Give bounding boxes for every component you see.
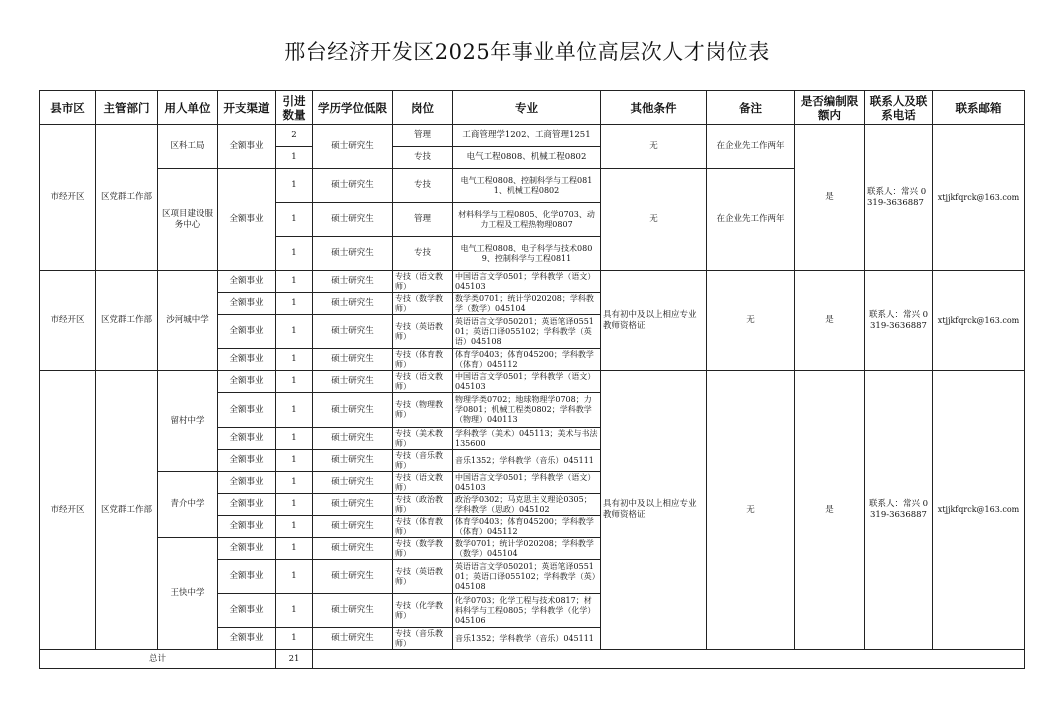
- col-header: 联系人及联系电话: [865, 91, 933, 125]
- post-cell: 专技: [393, 147, 453, 169]
- degree-cell: 硕士研究生: [313, 428, 393, 450]
- num-cell: 1: [276, 628, 313, 650]
- post-cell: 专技（美术教师）: [393, 428, 453, 450]
- major-cell: 中国语言文学0501；学科教学（语文）045103: [453, 371, 601, 393]
- header-row: [40, 91, 1025, 125]
- funding-cell: 全额事业: [218, 169, 276, 271]
- major-cell: 英语语言文学050201；英语笔译055101；英语口译055102；学科教学（英）045108: [453, 560, 601, 594]
- funding-cell: 全额事业: [218, 271, 276, 293]
- post-cell: 专技（体育教师）: [393, 349, 453, 371]
- num-cell: 1: [276, 169, 313, 203]
- num-cell: 2: [276, 125, 313, 147]
- dept-cell: 区党群工作部: [96, 371, 158, 650]
- num-cell: 1: [276, 237, 313, 271]
- post-cell: 专技（音乐教师）: [393, 450, 453, 472]
- post-cell: 专技（语文教师）: [393, 472, 453, 494]
- major-cell: 电气工程0808、机械工程0802: [453, 147, 601, 169]
- quota-cell: 是: [795, 125, 865, 271]
- funding-cell: 全额事业: [218, 293, 276, 315]
- unit-cell: 区项目建设服务中心: [158, 169, 218, 271]
- note-cell: 在企业先工作两年: [707, 169, 795, 271]
- degree-cell: 硕士研究生: [313, 315, 393, 349]
- degree-cell: 硕士研究生: [313, 203, 393, 237]
- post-cell: 专技（英语教师）: [393, 560, 453, 594]
- quota-cell: 是: [795, 371, 865, 650]
- county-cell: 市经开区: [40, 371, 96, 650]
- degree-cell: 硕士研究生: [313, 237, 393, 271]
- degree-cell: 硕士研究生: [313, 628, 393, 650]
- num-cell: 1: [276, 472, 313, 494]
- note-cell: 无: [707, 371, 795, 650]
- degree-cell: 硕士研究生: [313, 393, 393, 428]
- post-cell: 专技: [393, 237, 453, 271]
- funding-cell: 全额事业: [218, 450, 276, 472]
- major-cell: 体育学0403；体育045200；学科教学（体育）045112: [453, 516, 601, 538]
- post-cell: 专技（物理教师）: [393, 393, 453, 428]
- total-num: 21: [276, 650, 313, 669]
- degree-cell: 硕士研究生: [313, 125, 393, 169]
- degree-cell: 硕士研究生: [313, 349, 393, 371]
- col-header: 引进数量: [276, 91, 313, 125]
- degree-cell: 硕士研究生: [313, 516, 393, 538]
- major-cell: 化学0703；化学工程与技术0817；材料科学与工程0805；学科教学（化学）045106: [453, 594, 601, 628]
- total-row: [40, 650, 1025, 669]
- funding-cell: 全额事业: [218, 315, 276, 349]
- unit-cell: 区科工局: [158, 125, 218, 169]
- cond-cell: 具有初中及以上相应专业教师资格证: [601, 371, 707, 650]
- county-cell: 市经开区: [40, 271, 96, 371]
- quota-cell: 是: [795, 271, 865, 371]
- funding-cell: 全额事业: [218, 538, 276, 560]
- unit-cell: 留村中学: [158, 371, 218, 472]
- unit-cell: 沙河城中学: [158, 271, 218, 371]
- cond-cell: 无: [601, 125, 707, 169]
- num-cell: 1: [276, 594, 313, 628]
- email-cell: xtjjkfqrck@163.com: [933, 125, 1025, 271]
- note-cell: 在企业先工作两年: [707, 125, 795, 169]
- major-cell: 音乐1352；学科教学（音乐）045111: [453, 450, 601, 472]
- major-cell: 电气工程0808、控制科学与工程0811、机械工程0802: [453, 169, 601, 203]
- num-cell: 1: [276, 271, 313, 293]
- degree-cell: 硕士研究生: [313, 169, 393, 203]
- post-cell: 管理: [393, 203, 453, 237]
- table-row: [40, 271, 1025, 293]
- contact-cell: 联系人：常兴 0319-3636887: [865, 271, 933, 371]
- major-cell: 材料科学与工程0805、化学0703、动力工程及工程热物理0807: [453, 203, 601, 237]
- num-cell: 1: [276, 393, 313, 428]
- post-cell: 专技（语文教师）: [393, 371, 453, 393]
- col-header: 主管部门: [96, 91, 158, 125]
- major-cell: 物理学类0702；地球物理学0708；力学0801；机械工程类0802；学科教学（物理）040113: [453, 393, 601, 428]
- unit-cell: 青介中学: [158, 472, 218, 538]
- degree-cell: 硕士研究生: [313, 450, 393, 472]
- num-cell: 1: [276, 494, 313, 516]
- email-cell: xtjjkfqrck@163.com: [933, 371, 1025, 650]
- funding-cell: 全额事业: [218, 560, 276, 594]
- col-header: 其他条件: [601, 91, 707, 125]
- post-cell: 专技（体育教师）: [393, 516, 453, 538]
- funding-cell: 全额事业: [218, 594, 276, 628]
- col-header: 岗位: [393, 91, 453, 125]
- degree-cell: 硕士研究生: [313, 293, 393, 315]
- num-cell: 1: [276, 147, 313, 169]
- major-cell: 音乐1352；学科教学（音乐）045111: [453, 628, 601, 650]
- major-cell: 学科教学（美术）045113；美术与书法135600: [453, 428, 601, 450]
- dept-cell: 区党群工作部: [96, 125, 158, 271]
- funding-cell: 全额事业: [218, 393, 276, 428]
- funding-cell: 全额事业: [218, 125, 276, 169]
- num-cell: 1: [276, 293, 313, 315]
- funding-cell: 全额事业: [218, 516, 276, 538]
- page-title: 邢台经济开发区2025年事业单位高层次人才岗位表: [284, 40, 770, 64]
- major-cell: 数学类0701；统计学020208；学科教学（数学）045104: [453, 293, 601, 315]
- major-cell: 英语语言文学050201；英语笔译055101；英语口译055102；学科教学（英语）045108: [453, 315, 601, 349]
- major-cell: 中国语言文学0501；学科教学（语文）045103: [453, 271, 601, 293]
- col-header: 是否编制限额内: [795, 91, 865, 125]
- num-cell: 1: [276, 203, 313, 237]
- degree-cell: 硕士研究生: [313, 594, 393, 628]
- num-cell: 1: [276, 560, 313, 594]
- num-cell: 1: [276, 315, 313, 349]
- major-cell: 数学0701；统计学020208；学科教学（数学）045104: [453, 538, 601, 560]
- post-cell: 专技（数学教师）: [393, 293, 453, 315]
- cond-cell: 无: [601, 169, 707, 271]
- num-cell: 1: [276, 349, 313, 371]
- funding-cell: 全额事业: [218, 472, 276, 494]
- funding-cell: 全额事业: [218, 628, 276, 650]
- col-header: 用人单位: [158, 91, 218, 125]
- cond-cell: 具有初中及以上相应专业教师资格证: [601, 271, 707, 371]
- post-cell: 专技（音乐教师）: [393, 628, 453, 650]
- num-cell: 1: [276, 371, 313, 393]
- degree-cell: 硕士研究生: [313, 472, 393, 494]
- col-header: 县市区: [40, 91, 96, 125]
- num-cell: 1: [276, 450, 313, 472]
- county-cell: 市经开区: [40, 125, 96, 271]
- col-header: 备注: [707, 91, 795, 125]
- num-cell: 1: [276, 538, 313, 560]
- degree-cell: 硕士研究生: [313, 371, 393, 393]
- contact-cell: 联系人：常兴 0319-3636887: [865, 371, 933, 650]
- post-cell: 专技（化学教师）: [393, 594, 453, 628]
- contact-cell: 联系人：常兴 0319-3636887: [865, 125, 933, 271]
- major-cell: 工商管理学1202、工商管理1251: [453, 125, 601, 147]
- major-cell: 电气工程0808、电子科学与技术0809、控制科学与工程0811: [453, 237, 601, 271]
- total-label: 总计: [40, 650, 276, 669]
- num-cell: 1: [276, 428, 313, 450]
- funding-cell: 全额事业: [218, 428, 276, 450]
- degree-cell: 硕士研究生: [313, 494, 393, 516]
- col-header: 开支渠道: [218, 91, 276, 125]
- dept-cell: 区党群工作部: [96, 271, 158, 371]
- col-header: 联系邮箱: [933, 91, 1025, 125]
- post-cell: 专技（政治教师）: [393, 494, 453, 516]
- major-cell: 体育学0403；体育045200；学科教学（体育）045112: [453, 349, 601, 371]
- email-cell: xtjjkfqrck@163.com: [933, 271, 1025, 371]
- post-cell: 管理: [393, 125, 453, 147]
- post-cell: 专技（英语教师）: [393, 315, 453, 349]
- major-cell: 政治学0302；马克思主义理论0305；学科教学（思政）045102: [453, 494, 601, 516]
- post-cell: 专技（语文教师）: [393, 271, 453, 293]
- total-empty: [313, 650, 1025, 669]
- major-cell: 中国语言文学0501；学科教学（语文）045103: [453, 472, 601, 494]
- funding-cell: 全额事业: [218, 494, 276, 516]
- table-row: [40, 371, 1025, 393]
- degree-cell: 硕士研究生: [313, 271, 393, 293]
- degree-cell: 硕士研究生: [313, 560, 393, 594]
- col-header: 学历学位低限: [313, 91, 393, 125]
- positions-table: [39, 90, 1025, 669]
- unit-cell: 王快中学: [158, 538, 218, 650]
- post-cell: 专技: [393, 169, 453, 203]
- num-cell: 1: [276, 516, 313, 538]
- note-cell: 无: [707, 271, 795, 371]
- post-cell: 专技（数学教师）: [393, 538, 453, 560]
- col-header: 专业: [453, 91, 601, 125]
- degree-cell: 硕士研究生: [313, 538, 393, 560]
- table-row: [40, 125, 1025, 147]
- funding-cell: 全额事业: [218, 349, 276, 371]
- funding-cell: 全额事业: [218, 371, 276, 393]
